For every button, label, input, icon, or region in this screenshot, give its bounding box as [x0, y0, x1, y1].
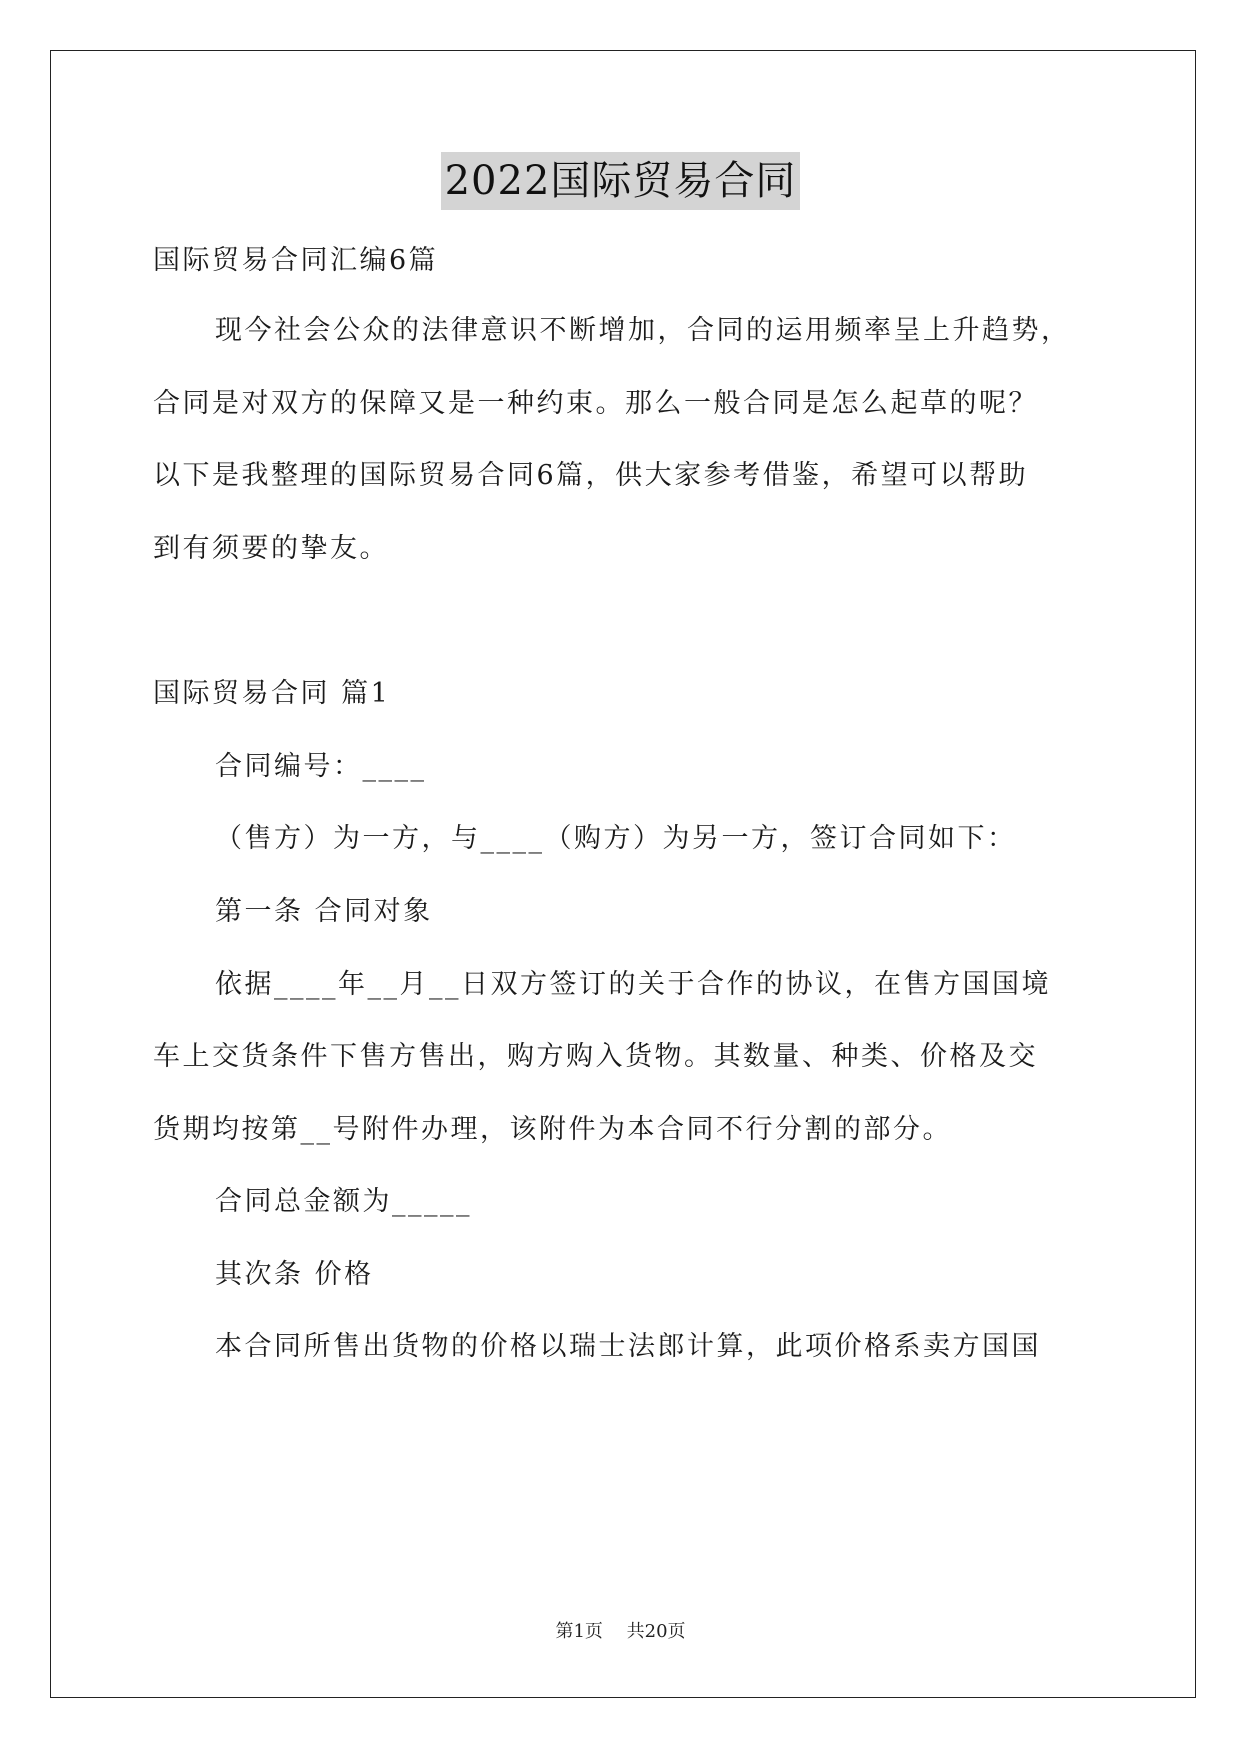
- page-footer: [0, 1620, 1241, 1644]
- page-number: 第1页: [555, 1621, 603, 1642]
- collection-heading: 国际贸易合同汇编6篇: [153, 245, 439, 276]
- page-total: 共20页: [626, 1621, 686, 1642]
- page-border: [50, 50, 1196, 1698]
- intro-paragraph-line-1: 现今社会公众的法律意识不断增加，合同的运用频率呈上升趋势，: [215, 315, 1071, 346]
- intro-paragraph-line-4: 到有须要的挚友。: [153, 533, 389, 564]
- title-container: [0, 152, 1241, 210]
- article-one-line-2: 车上交货条件下售方售出，购方购入货物。其数量、种类、价格及交: [153, 1041, 1038, 1072]
- article-two-heading: 其次条 价格: [215, 1259, 374, 1290]
- document-title: 2022国际贸易合同: [441, 152, 801, 210]
- article-one-line-1: 依据____年__月__日双方签订的关于合作的协议，在售方国国境: [215, 969, 1051, 1000]
- section-heading: 国际贸易合同 篇1: [153, 678, 391, 709]
- total-amount: 合同总金额为_____: [215, 1186, 472, 1217]
- contract-number: 合同编号：____: [215, 751, 427, 782]
- article-one-line-3: 货期均按第__号附件办理，该附件为本合同不行分割的部分。: [153, 1114, 952, 1145]
- intro-paragraph-line-3: 以下是我整理的国际贸易合同6篇，供大家参考借鉴，希望可以帮助: [153, 460, 1029, 491]
- intro-paragraph-line-2: 合同是对双方的保障又是一种约束。那么一般合同是怎么起草的呢？: [153, 388, 1038, 419]
- article-one-heading: 第一条 合同对象: [215, 896, 433, 927]
- article-two-line-1: 本合同所售出货物的价格以瑞士法郎计算，此项价格系卖方国国: [215, 1331, 1041, 1362]
- parties-statement: （售方）为一方，与____（购方）为另一方，签订合同如下：: [215, 823, 1017, 854]
